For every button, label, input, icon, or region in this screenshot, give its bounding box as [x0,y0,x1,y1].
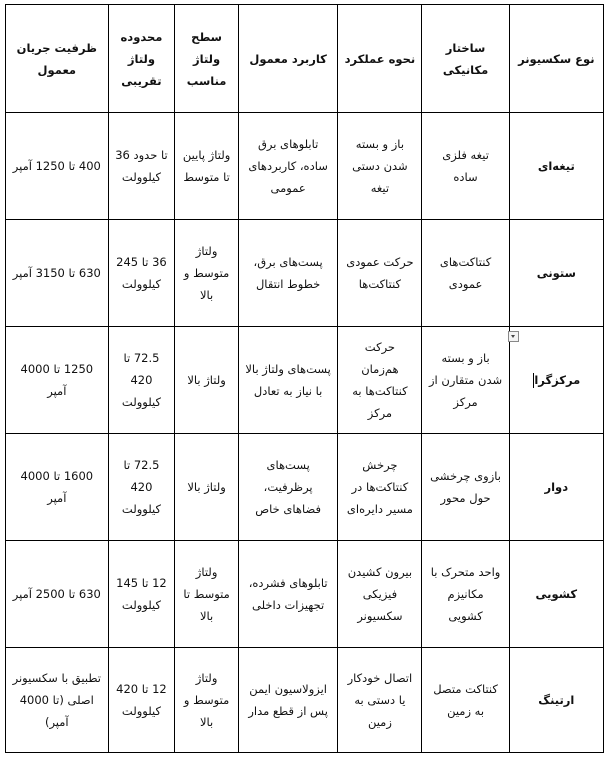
cell-voltage-range[interactable]: 36 تا 245 کیلوولت [108,220,175,327]
cell-voltage-level[interactable]: ولتاژ متوسط و بالا [175,220,239,327]
cell-type[interactable]: کشویی [509,541,603,648]
cell-current[interactable]: 1600 تا 4000 آمپر [6,434,109,541]
table-row [6,541,604,648]
cell-usage[interactable]: پست‌های برق، خطوط انتقال [238,220,337,327]
header-mechanical[interactable]: ساختار مکانیکی [422,5,509,113]
cell-usage[interactable]: ایزولاسیون ایمن پس از قطع مدار [238,648,337,753]
cell-operation[interactable]: حرکت عمودی کنتاکت‌ها [338,220,422,327]
cell-type[interactable]: ارتینگ [509,648,603,753]
cell-mechanical[interactable]: تیغه فلزی ساده [422,113,509,220]
cell-mechanical-text: باز و بسته شدن متقارن از مرکز [428,351,503,409]
cell-voltage-level[interactable]: ولتاژ بالا [175,327,239,434]
table-row [6,327,604,434]
header-usage[interactable]: کاربرد معمول [238,5,337,113]
cell-operation[interactable]: باز و بسته شدن دستی تیغه [338,113,422,220]
cell-voltage-range[interactable]: 12 تا 145 کیلوولت [108,541,175,648]
cell-mechanical[interactable] [422,327,509,434]
table-row [6,434,604,541]
cell-operation[interactable]: بیرون کشیدن فیزیکی سکسیونر [338,541,422,648]
cell-voltage-level[interactable]: ولتاژ متوسط تا بالا [175,541,239,648]
header-type[interactable]: نوع سکسیونر [509,5,603,113]
table-row [6,648,604,753]
cell-mechanical[interactable]: بازوی چرخشی حول محور [422,434,509,541]
cell-type-active[interactable] [509,327,603,434]
dropdown-arrow-icon[interactable] [508,331,519,342]
table-row [6,220,604,327]
header-voltage-range[interactable]: محدوده ولتاژ تقریبی [108,5,175,113]
cell-mechanical[interactable]: کنتاکت متصل به زمین [422,648,509,753]
cell-type-text: مرکزگرا [534,373,581,387]
header-current[interactable]: ظرفیت جریان معمول [6,5,109,113]
cell-mechanical[interactable]: کنتاکت‌های عمودی [422,220,509,327]
cell-type[interactable]: تیغه‌ای [509,113,603,220]
cell-mechanical[interactable]: واحد متحرک با مکانیزم کشویی [422,541,509,648]
cell-operation[interactable]: چرخش کنتاکت‌ها در مسیر دایره‌ای [338,434,422,541]
header-operation[interactable]: نحوه عملکرد [338,5,422,113]
disconnector-table [5,4,604,753]
cell-voltage-level[interactable]: ولتاژ پایین تا متوسط [175,113,239,220]
cell-operation[interactable]: حرکت هم‌زمان کنتاکت‌ها به مرکز [338,327,422,434]
cell-usage[interactable]: تابلوهای فشرده، تجهیزات داخلی [238,541,337,648]
cell-voltage-level[interactable]: ولتاژ متوسط و بالا [175,648,239,753]
cell-type[interactable]: ستونی [509,220,603,327]
cell-type[interactable]: دوار [509,434,603,541]
cell-voltage-level[interactable]: ولتاژ بالا [175,434,239,541]
cell-operation[interactable]: اتصال خودکار یا دستی به زمین [338,648,422,753]
cell-usage[interactable]: پست‌های پرظرفیت، فضاهای خاص [238,434,337,541]
cell-voltage-range[interactable]: 72.5 تا 420 کیلوولت [108,327,175,434]
cell-current[interactable]: تطبیق با سکسیونر اصلی (تا 4000 آمپر) [6,648,109,753]
cell-current[interactable]: 1250 تا 4000 آمپر [6,327,109,434]
cell-current[interactable]: 630 تا 2500 آمپر [6,541,109,648]
cell-voltage-range[interactable]: 72.5 تا 420 کیلوولت [108,434,175,541]
cell-current[interactable]: 630 تا 3150 آمپر [6,220,109,327]
cell-voltage-range[interactable]: تا حدود 36 کیلوولت [108,113,175,220]
header-voltage-level[interactable]: سطح ولتاژ مناسب [175,5,239,113]
cell-current[interactable]: 400 تا 1250 آمپر [6,113,109,220]
cell-voltage-range[interactable]: 12 تا 420 کیلوولت [108,648,175,753]
cell-usage[interactable]: تابلوهای برق ساده، کاربردهای عمومی [238,113,337,220]
header-row [6,5,604,113]
cell-usage[interactable]: پست‌های ولتاژ بالا با نیاز به تعادل [238,327,337,434]
table-row [6,113,604,220]
